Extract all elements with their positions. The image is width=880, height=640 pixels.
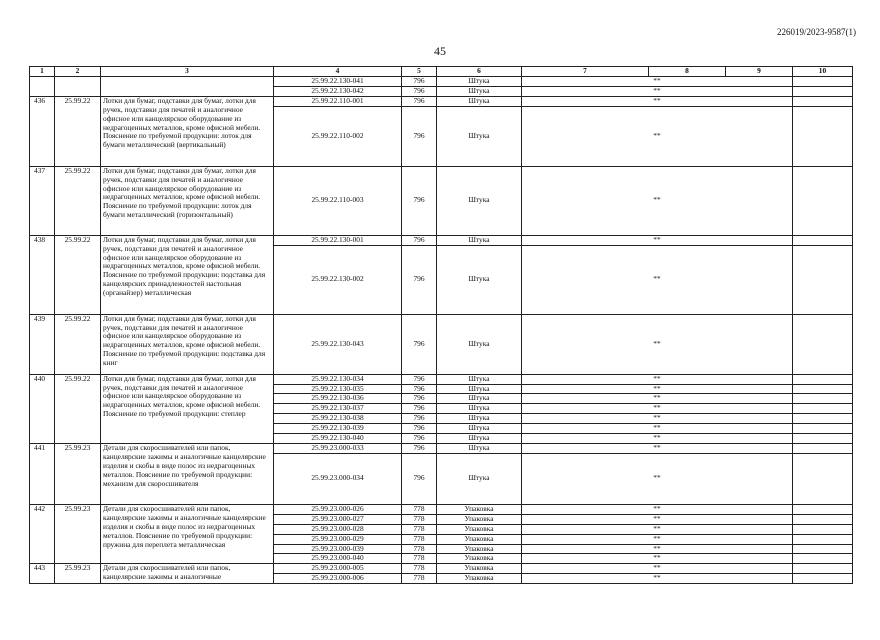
empty-cell <box>793 314 853 374</box>
empty-cell <box>793 166 853 235</box>
okei-code-cell: 796 <box>402 77 437 87</box>
ktru-code-cell: 25.99.22.130-039 <box>274 424 402 434</box>
column-number-row <box>30 67 853 77</box>
goods-table <box>29 66 853 584</box>
unit-cell: Штука <box>437 453 522 504</box>
okpd-code-cell: 25.99.22 <box>55 166 101 235</box>
table-row <box>30 235 853 245</box>
note-mark-cell: ** <box>522 96 793 106</box>
column-header: 2 <box>55 67 101 77</box>
empty-cell <box>793 443 853 453</box>
empty-cell <box>793 564 853 574</box>
item-description-cell: Детали для скоросшивателей или папок, канцелярские зажимы и аналогичные канцелярские изделия и скобы в виде полос из недрагоценных металлов. Пояснение по требуемой продукции: пружина для переплета металлическая <box>101 504 274 563</box>
okei-code-cell: 778 <box>402 544 437 554</box>
ktru-code-cell: 25.99.22.130-034 <box>274 374 402 384</box>
unit-cell: Штука <box>437 86 522 96</box>
note-mark-cell: ** <box>522 514 793 524</box>
ktru-code-cell: 25.99.22.110-002 <box>274 106 402 166</box>
table-row <box>30 96 853 106</box>
ktru-code-cell: 25.99.23.000-029 <box>274 534 402 544</box>
note-mark-cell: ** <box>522 544 793 554</box>
note-mark-cell: ** <box>522 574 793 584</box>
empty-cell <box>793 534 853 544</box>
unit-cell: Штука <box>437 96 522 106</box>
column-header: 5 <box>402 67 437 77</box>
item-number-cell: 438 <box>30 235 55 314</box>
ktru-code-cell: 25.99.22.110-001 <box>274 96 402 106</box>
okei-code-cell: 796 <box>402 414 437 424</box>
okei-code-cell: 796 <box>402 404 437 414</box>
ktru-code-cell: 25.99.23.000-040 <box>274 554 402 564</box>
document-registration-number: 226019/2023-9587(1) <box>777 27 856 37</box>
column-header: 9 <box>726 67 793 77</box>
page-number: 45 <box>434 44 446 58</box>
column-header: 7 <box>522 67 649 77</box>
unit-cell: Штука <box>437 374 522 384</box>
note-mark-cell: ** <box>522 314 793 374</box>
ktru-code-cell: 25.99.23.000-033 <box>274 443 402 453</box>
column-header: 8 <box>649 67 726 77</box>
unit-cell: Упаковка <box>437 574 522 584</box>
unit-cell: Штука <box>437 394 522 404</box>
item-number-cell: 437 <box>30 166 55 235</box>
table-row <box>30 314 853 374</box>
okei-code-cell: 778 <box>402 574 437 584</box>
okei-code-cell: 796 <box>402 424 437 434</box>
okei-code-cell: 796 <box>402 106 437 166</box>
okpd-code-cell: 25.99.22 <box>55 235 101 314</box>
unit-cell: Штука <box>437 384 522 394</box>
table-row <box>30 564 853 574</box>
item-number-cell: 443 <box>30 564 55 584</box>
empty-cell <box>793 384 853 394</box>
note-mark-cell: ** <box>522 106 793 166</box>
ktru-code-cell: 25.99.22.130-043 <box>274 314 402 374</box>
okei-code-cell: 778 <box>402 534 437 544</box>
ktru-code-cell: 25.99.22.130-042 <box>274 86 402 96</box>
unit-cell: Упаковка <box>437 504 522 514</box>
item-number-cell: 441 <box>30 443 55 504</box>
ktru-code-cell: 25.99.23.000-005 <box>274 564 402 574</box>
column-header: 3 <box>101 67 274 77</box>
empty-cell <box>793 96 853 106</box>
okpd-code-cell: 25.99.23 <box>55 564 101 584</box>
item-number-cell <box>30 77 55 97</box>
unit-cell: Штука <box>437 245 522 314</box>
note-mark-cell: ** <box>522 453 793 504</box>
ktru-code-cell: 25.99.22.130-035 <box>274 384 402 394</box>
note-mark-cell: ** <box>522 394 793 404</box>
okpd-code-cell: 25.99.22 <box>55 314 101 374</box>
empty-cell <box>793 434 853 444</box>
okei-code-cell: 796 <box>402 434 437 444</box>
item-description-cell <box>101 77 274 97</box>
goods-table-container <box>29 66 852 584</box>
empty-cell <box>793 453 853 504</box>
okei-code-cell: 796 <box>402 443 437 453</box>
empty-cell <box>793 374 853 384</box>
okei-code-cell: 778 <box>402 504 437 514</box>
note-mark-cell: ** <box>522 443 793 453</box>
unit-cell: Штука <box>437 235 522 245</box>
okpd-code-cell: 25.99.22 <box>55 96 101 166</box>
item-number-cell: 442 <box>30 504 55 563</box>
ktru-code-cell: 25.99.22.130-002 <box>274 245 402 314</box>
table-row <box>30 77 853 87</box>
ktru-code-cell: 25.99.22.130-036 <box>274 394 402 404</box>
table-row <box>30 166 853 235</box>
okei-code-cell: 796 <box>402 96 437 106</box>
ktru-code-cell: 25.99.22.130-041 <box>274 77 402 87</box>
table-row <box>30 374 853 384</box>
okei-code-cell: 796 <box>402 166 437 235</box>
unit-cell: Упаковка <box>437 514 522 524</box>
okpd-code-cell: 25.99.23 <box>55 504 101 563</box>
column-header: 6 <box>437 67 522 77</box>
ktru-code-cell: 25.99.23.000-028 <box>274 524 402 534</box>
okei-code-cell: 778 <box>402 564 437 574</box>
unit-cell: Штука <box>437 166 522 235</box>
table-body <box>30 77 853 584</box>
note-mark-cell: ** <box>522 166 793 235</box>
note-mark-cell: ** <box>522 534 793 544</box>
unit-cell: Штука <box>437 77 522 87</box>
note-mark-cell: ** <box>522 414 793 424</box>
empty-cell <box>793 424 853 434</box>
column-header: 1 <box>30 67 55 77</box>
ktru-code-cell: 25.99.23.000-039 <box>274 544 402 554</box>
okei-code-cell: 796 <box>402 394 437 404</box>
item-description-cell: Лотки для бумаг, подставки для бумаг, лотки для ручек, подставки для печатей и аналогичное офисное или канцелярское оборудование из недрагоценных металлов, кроме офисной мебели. Пояснение по требуемой продукции: лоток для бумаги металлический (вертикальный) <box>101 96 274 166</box>
note-mark-cell: ** <box>522 564 793 574</box>
empty-cell <box>793 574 853 584</box>
okei-code-cell: 778 <box>402 524 437 534</box>
unit-cell: Упаковка <box>437 534 522 544</box>
okei-code-cell: 778 <box>402 514 437 524</box>
ktru-code-cell: 25.99.23.000-006 <box>274 574 402 584</box>
empty-cell <box>793 414 853 424</box>
note-mark-cell: ** <box>522 504 793 514</box>
ktru-code-cell: 25.99.23.000-034 <box>274 453 402 504</box>
item-description-cell: Лотки для бумаг, подставки для бумаг, лотки для ручек, подставки для печатей и аналогичное офисное или канцелярское оборудование из недрагоценных металлов, кроме офисной мебели. Пояснение по требуемой продукции: лоток для бумаги металлический (горизонтальный) <box>101 166 274 235</box>
note-mark-cell: ** <box>522 524 793 534</box>
ktru-code-cell: 25.99.22.130-001 <box>274 235 402 245</box>
okei-code-cell: 796 <box>402 86 437 96</box>
empty-cell <box>793 235 853 245</box>
item-description-cell: Лотки для бумаг, подставки для бумаг, лотки для ручек, подставки для печатей и аналогичное офисное или канцелярское оборудование из недрагоценных металлов, кроме офисной мебели. Пояснение по требуемой продукции: подставка для канцелярских принадлежностей настольная (органайзер) металлическая <box>101 235 274 314</box>
okei-code-cell: 796 <box>402 374 437 384</box>
empty-cell <box>793 394 853 404</box>
unit-cell: Упаковка <box>437 554 522 564</box>
unit-cell: Штука <box>437 414 522 424</box>
okpd-code-cell <box>55 77 101 97</box>
unit-cell: Упаковка <box>437 544 522 554</box>
note-mark-cell: ** <box>522 424 793 434</box>
empty-cell <box>793 504 853 514</box>
column-header: 4 <box>274 67 402 77</box>
ktru-code-cell: 25.99.22.110-003 <box>274 166 402 235</box>
ktru-code-cell: 25.99.23.000-027 <box>274 514 402 524</box>
ktru-code-cell: 25.99.22.130-040 <box>274 434 402 444</box>
okei-code-cell: 796 <box>402 235 437 245</box>
okei-code-cell: 778 <box>402 554 437 564</box>
empty-cell <box>793 86 853 96</box>
empty-cell <box>793 245 853 314</box>
table-row <box>30 504 853 514</box>
note-mark-cell: ** <box>522 374 793 384</box>
empty-cell <box>793 404 853 414</box>
note-mark-cell: ** <box>522 384 793 394</box>
item-number-cell: 436 <box>30 96 55 166</box>
unit-cell: Упаковка <box>437 524 522 534</box>
unit-cell: Штука <box>437 314 522 374</box>
unit-cell: Штука <box>437 434 522 444</box>
okei-code-cell: 796 <box>402 245 437 314</box>
note-mark-cell: ** <box>522 404 793 414</box>
unit-cell: Штука <box>437 106 522 166</box>
note-mark-cell: ** <box>522 554 793 564</box>
note-mark-cell: ** <box>522 434 793 444</box>
item-description-cell: Лотки для бумаг, подставки для бумаг, лотки для ручек, подставки для печатей и аналогичное офисное или канцелярское оборудование из недрагоценных металлов, кроме офисной мебели. Пояснение по требуемой продукции: подставка для книг <box>101 314 274 374</box>
item-number-cell: 439 <box>30 314 55 374</box>
unit-cell: Упаковка <box>437 564 522 574</box>
ktru-code-cell: 25.99.22.130-037 <box>274 404 402 414</box>
okei-code-cell: 796 <box>402 384 437 394</box>
table-row <box>30 443 853 453</box>
empty-cell <box>793 77 853 87</box>
ktru-code-cell: 25.99.22.130-038 <box>274 414 402 424</box>
item-description-cell: Лотки для бумаг, подставки для бумаг, лотки для ручек, подставки для печатей и аналогичное офисное или канцелярское оборудование из недрагоценных металлов, кроме офисной мебели. Пояснение по требуемой продукции: степлер <box>101 374 274 443</box>
note-mark-cell: ** <box>522 77 793 87</box>
unit-cell: Штука <box>437 424 522 434</box>
note-mark-cell: ** <box>522 235 793 245</box>
item-number-cell: 440 <box>30 374 55 443</box>
okei-code-cell: 796 <box>402 453 437 504</box>
empty-cell <box>793 524 853 534</box>
okei-code-cell: 796 <box>402 314 437 374</box>
note-mark-cell: ** <box>522 245 793 314</box>
unit-cell: Штука <box>437 404 522 414</box>
note-mark-cell: ** <box>522 86 793 96</box>
empty-cell <box>793 106 853 166</box>
empty-cell <box>793 554 853 564</box>
item-description-cell: Детали для скоросшивателей или папок, канцелярские зажимы и аналогичные <box>101 564 274 584</box>
ktru-code-cell: 25.99.23.000-026 <box>274 504 402 514</box>
empty-cell <box>793 544 853 554</box>
okpd-code-cell: 25.99.22 <box>55 374 101 443</box>
okpd-code-cell: 25.99.23 <box>55 443 101 504</box>
empty-cell <box>793 514 853 524</box>
item-description-cell: Детали для скоросшивателей или папок, канцелярские зажимы и аналогичные канцелярские изделия и скобы в виде полос из недрагоценных металлов. Пояснение по требуемой продукции: механизм для скоросшивателя <box>101 443 274 504</box>
column-header: 10 <box>793 67 853 77</box>
unit-cell: Штука <box>437 443 522 453</box>
